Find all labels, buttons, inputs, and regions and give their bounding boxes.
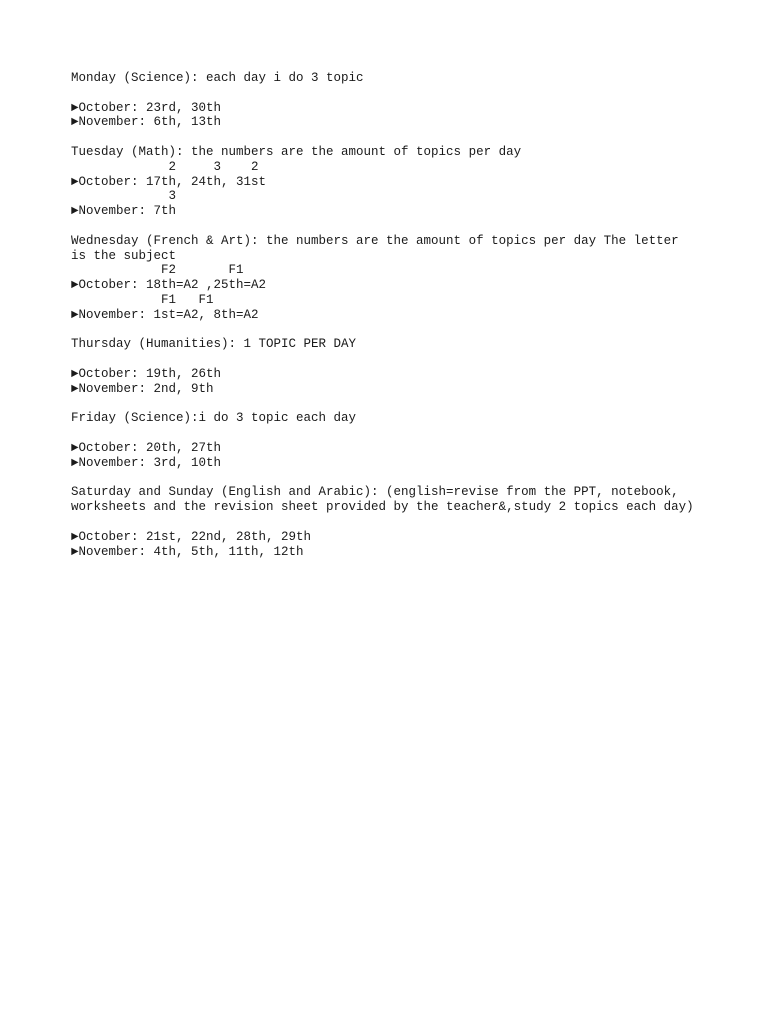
tuesday-october-topic-counts: 2 3 2 xyxy=(71,159,259,174)
wednesday-heading-line2: is the subject xyxy=(71,248,177,263)
spacer xyxy=(71,323,731,338)
wednesday-november-dates: ►November: 1st=A2, 8th=A2 xyxy=(71,307,259,322)
thursday-heading: Thursday (Humanities): 1 TOPIC PER DAY xyxy=(71,337,357,352)
spacer xyxy=(71,352,731,367)
spacer xyxy=(71,219,731,234)
friday-november-dates: ►November: 3rd, 10th xyxy=(71,455,222,470)
thursday-november-dates: ►November: 2nd, 9th xyxy=(71,381,214,396)
friday-heading: Friday (Science):i do 3 topic each day xyxy=(71,411,357,426)
monday-heading: Monday (Science): each day i do 3 topic xyxy=(71,71,364,85)
monday-november-dates: ►November: 6th, 13th xyxy=(71,115,222,130)
study-schedule-document xyxy=(71,71,731,559)
wednesday-october-subjects: F2 F1 xyxy=(71,263,244,278)
tuesday-november-topic-counts: 3 xyxy=(71,189,177,204)
spacer xyxy=(71,471,731,486)
thursday-october-dates: ►October: 19th, 26th xyxy=(71,366,222,381)
weekend-october-dates: ►October: 21st, 22nd, 28th, 29th xyxy=(71,529,312,544)
tuesday-october-dates: ►October: 17th, 24th, 31st xyxy=(71,174,267,189)
weekend-november-dates: ►November: 4th, 5th, 11th, 12th xyxy=(71,544,304,559)
wednesday-november-subjects: F1 F1 xyxy=(71,292,214,307)
spacer xyxy=(71,130,731,145)
wednesday-heading-line1: Wednesday (French & Art): the numbers are the amount of topics per day The letter xyxy=(71,233,679,248)
spacer xyxy=(71,86,731,101)
weekend-heading-line2: worksheets and the revision sheet provided by the teacher&,study 2 topics each day) xyxy=(71,500,694,515)
tuesday-heading: Tuesday (Math): the numbers are the amount of topics per day xyxy=(71,144,522,159)
wednesday-october-dates: ►October: 18th=A2 ,25th=A2 xyxy=(71,278,267,293)
friday-october-dates: ►October: 20th, 27th xyxy=(71,440,222,455)
spacer xyxy=(71,515,731,530)
monday-october-dates: ►October: 23rd, 30th xyxy=(71,100,222,115)
tuesday-november-dates: ►November: 7th xyxy=(71,204,177,219)
spacer xyxy=(71,397,731,412)
spacer xyxy=(71,426,731,441)
weekend-heading-line1: Saturday and Sunday (English and Arabic): (english=revise from the PPT, notebook, xyxy=(71,485,679,500)
